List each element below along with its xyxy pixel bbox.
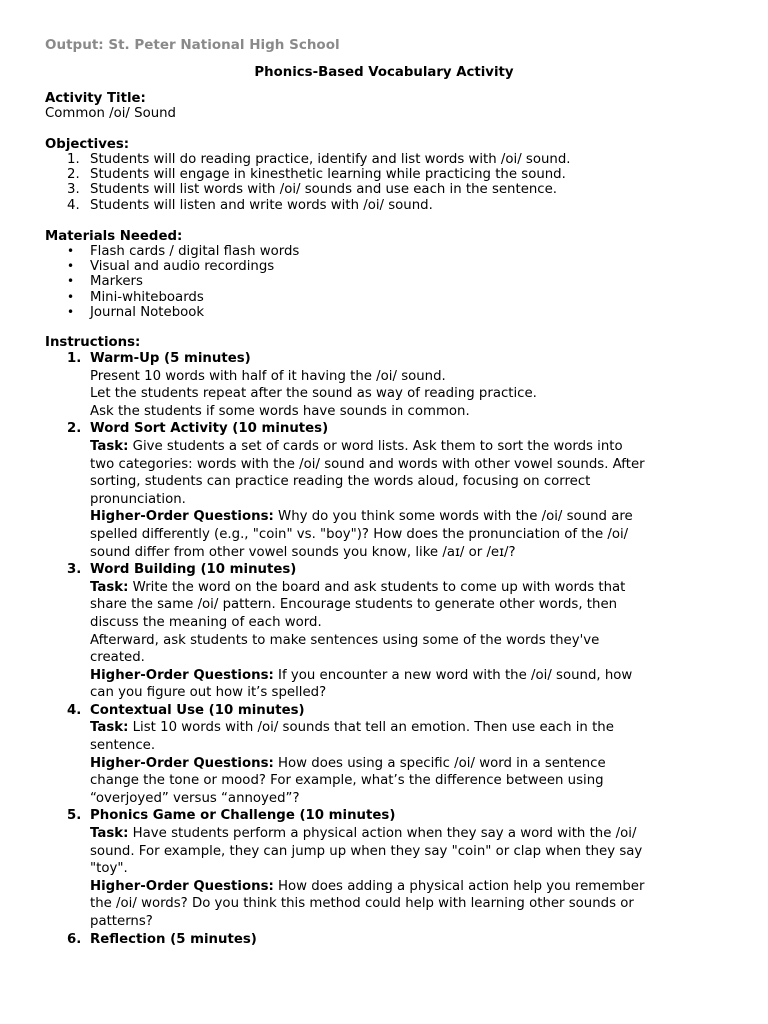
step-title: Reflection (5 minutes): [90, 931, 257, 947]
task-text: Task: Give students a set of cards or word lists. Ask them to sort the words into: [90, 438, 623, 454]
activity-title-value: Common /oi/ Sound: [45, 106, 177, 121]
list-item: • Flash cards / digital flash words: [67, 244, 300, 259]
objectives-list: [45, 152, 571, 213]
materials-list: [45, 244, 299, 320]
list-item: 4. Students will listen and write words with /oi/ sound.: [67, 197, 433, 213]
instructions-list: [45, 350, 735, 948]
list-item: 2. Students will engage in kinesthetic learning while practicing the sound.: [67, 167, 566, 183]
activity-title-label: Activity Title:: [45, 91, 146, 106]
hoq-text: Higher-Order Questions: Why do you think some words with the /oi/ sound are: [90, 509, 633, 525]
bullet-icon: •: [67, 304, 75, 319]
list-item: 1. Students will do reading practice, identify and list words with /oi/ sound.: [67, 152, 571, 167]
bullet-icon: •: [67, 244, 75, 258]
step-title: Warm-Up (5 minutes): [90, 351, 251, 366]
list-item: • Journal Notebook: [67, 304, 205, 320]
document-header: Output: St. Peter National High School: [45, 37, 340, 53]
bullet-icon: •: [67, 289, 75, 304]
step-title: Word Sort Activity (10 minutes): [90, 421, 329, 437]
instruction-step: 3. Word Building (10 minutes) Task: Write the word on the board and ask students to come up with words that share the same /oi/ pattern. Encourage students to generate other words, then discuss the meaning of each word. Afterward, ask students to make sentences using some of the words they've created. Higher-Order Questions: If you encounter a new word with the /oi/ sound, how can you figure out how it’s spelled?: [45, 561, 735, 702]
instruction-step: 2. Word Sort Activity (10 minutes) Task: Give students a set of cards or word lists. Ask them to sort the words into two categories: words with the /oi/ sound and words with other vowel sounds. After sorting, students can practice reading the words aloud, focusing on correct pronunciation. Higher-Order Questions: Why do you think some words with the /oi/ sound are spelled differently (e.g., "coin" vs. "boy")? How does the pronunciation of the /oi/ sound differ from other vowel sounds you know, like /aɪ/ or /eɪ/?: [45, 420, 735, 561]
task-text: Task: Have students perform a physical action when they say a word with the /oi/: [90, 826, 637, 842]
step-line: Ask the students if some words have sounds in common.: [90, 403, 470, 419]
task-text: Task: Write the word on the board and ask students to come up with words that: [90, 579, 626, 595]
step-title: Word Building (10 minutes): [90, 562, 297, 578]
list-item: • Visual and audio recordings: [67, 259, 275, 275]
instruction-step: 5. Phonics Game or Challenge (10 minutes) Task: Have students perform a physical action when they say a word with the /oi/ sound. For example, they can jump up when they say "coin" or clap when they say "toy". Higher-Order Questions: How does adding a physical action help you remember the /oi/ words? Do you think this method could help with learning other sounds or patterns?: [45, 807, 735, 930]
instruction-step: 4. Contextual Use (10 minutes) Task: List 10 words with /oi/ sounds that tell an emotion. Then use each in the sentence. Higher-Order Questions: How does using a specific /oi/ word in a sentence change the tone or mood? For example, what’s the difference between using “overjoyed” versus “annoyed”?: [45, 702, 735, 808]
list-item: • Mini-whiteboards: [67, 289, 204, 305]
hoq-text: Higher-Order Questions: If you encounter a new word with the /oi/ sound, how: [90, 667, 633, 683]
task-text: Task: List 10 words with /oi/ sounds that tell an emotion. Then use each in the: [90, 720, 614, 736]
hoq-text: Higher-Order Questions: How does adding a physical action help you remember: [90, 878, 645, 894]
list-item: 3. Students will list words with /oi/ sounds and use each in the sentence.: [67, 182, 558, 198]
objectives-label: Objectives:: [45, 137, 130, 152]
materials-label: Materials Needed:: [45, 229, 183, 244]
instruction-step: 6. Reflection (5 minutes): [45, 931, 735, 949]
step-title: Contextual Use (10 minutes): [90, 702, 305, 718]
bullet-icon: •: [67, 274, 75, 289]
step-title: Phonics Game or Challenge (10 minutes): [90, 808, 396, 824]
instructions-label: Instructions:: [45, 335, 141, 350]
step-line: Let the students repeat after the sound as way of reading practice.: [90, 386, 537, 402]
document-title: Phonics-Based Vocabulary Activity: [254, 65, 514, 80]
bullet-icon: •: [67, 259, 75, 274]
hoq-text: Higher-Order Questions: How does using a specific /oi/ word in a sentence: [90, 755, 606, 771]
instruction-step: 1. Warm-Up (5 minutes) Present 10 words with half of it having the /oi/ sound. Let the students repeat after the sound as way of reading practice. Ask the students if some words have sounds in common.: [45, 350, 735, 420]
list-item: • Markers: [67, 274, 143, 290]
step-line: Present 10 words with half of it having the /oi/ sound.: [90, 368, 446, 384]
